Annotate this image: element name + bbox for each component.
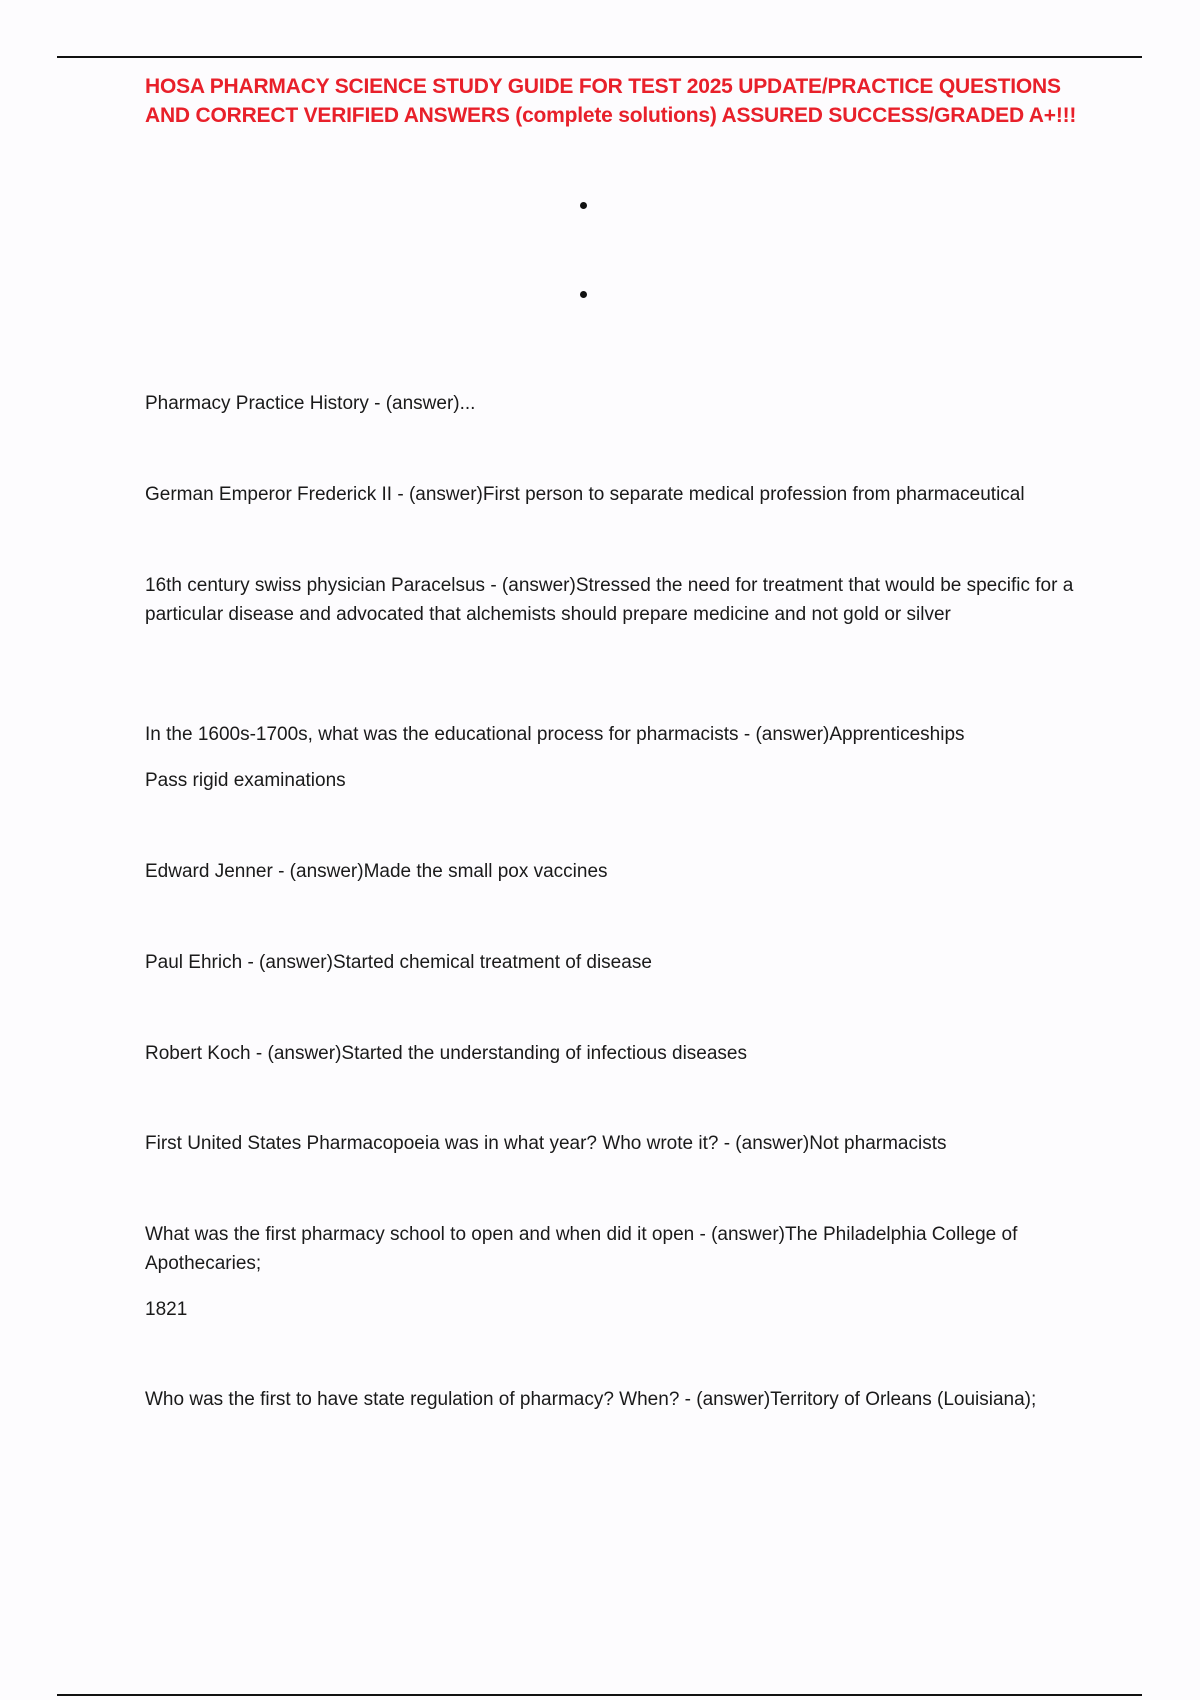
bullet-icon [580,291,587,298]
qa-text: Who was the first to have state regulation of pharmacy? When? - (answer)Territory of Orleans (Louisiana); [145,1389,1037,1410]
qa-text: In the 1600s-1700s, what was the educational process for pharmacists - (answer)Apprenticeships [145,724,965,745]
qa-item [145,571,1095,629]
document-title: HOSA PHARMACY SCIENCE STUDY GUIDE FOR TEST 2025 UPDATE/PRACTICE QUESTIONS AND CORRECT VERIFIED ANSWERS (complete solutions) ASSURED SUCCESS/GRADED A+!!! [145,75,1077,127]
qa-item [145,1385,1095,1414]
qa-text: 16th century swiss physician Paracelsus - (answer)Stressed the need for treatment that would be specific for a particular disease and advocated that alchemists should prepare medicine and not gold or silver [145,575,1074,625]
qa-item [145,1220,1095,1324]
qa-item [145,857,1095,886]
qa-text: Robert Koch - (answer)Started the understanding of infectious diseases [145,1043,747,1064]
qa-item [145,480,1095,509]
qa-text: Edward Jenner - (answer)Made the small pox vaccines [145,861,608,882]
qa-item [145,1039,1095,1068]
top-rule [57,56,1142,58]
document-header [145,72,1095,130]
qa-text: Pharmacy Practice History - (answer)... [145,393,476,414]
qa-item [145,389,1095,418]
bottom-rule [57,1694,1142,1696]
qa-item [145,1129,1095,1158]
qa-extra-text: 1821 [145,1299,188,1320]
bullet-icon [580,202,587,209]
qa-extra-text: Pass rigid examinations [145,770,346,791]
qa-text: First United States Pharmacopoeia was in what year? Who wrote it? - (answer)Not pharmacists [145,1133,947,1154]
qa-item [145,948,1095,977]
qa-text: German Emperor Frederick II - (answer)First person to separate medical profession from pharmaceutical [145,484,1025,505]
qa-text: Paul Ehrich - (answer)Started chemical treatment of disease [145,952,652,973]
qa-item [145,720,1095,795]
qa-text: What was the first pharmacy school to open and when did it open - (answer)The Philadelphia College of Apothecaries; [145,1224,1018,1274]
